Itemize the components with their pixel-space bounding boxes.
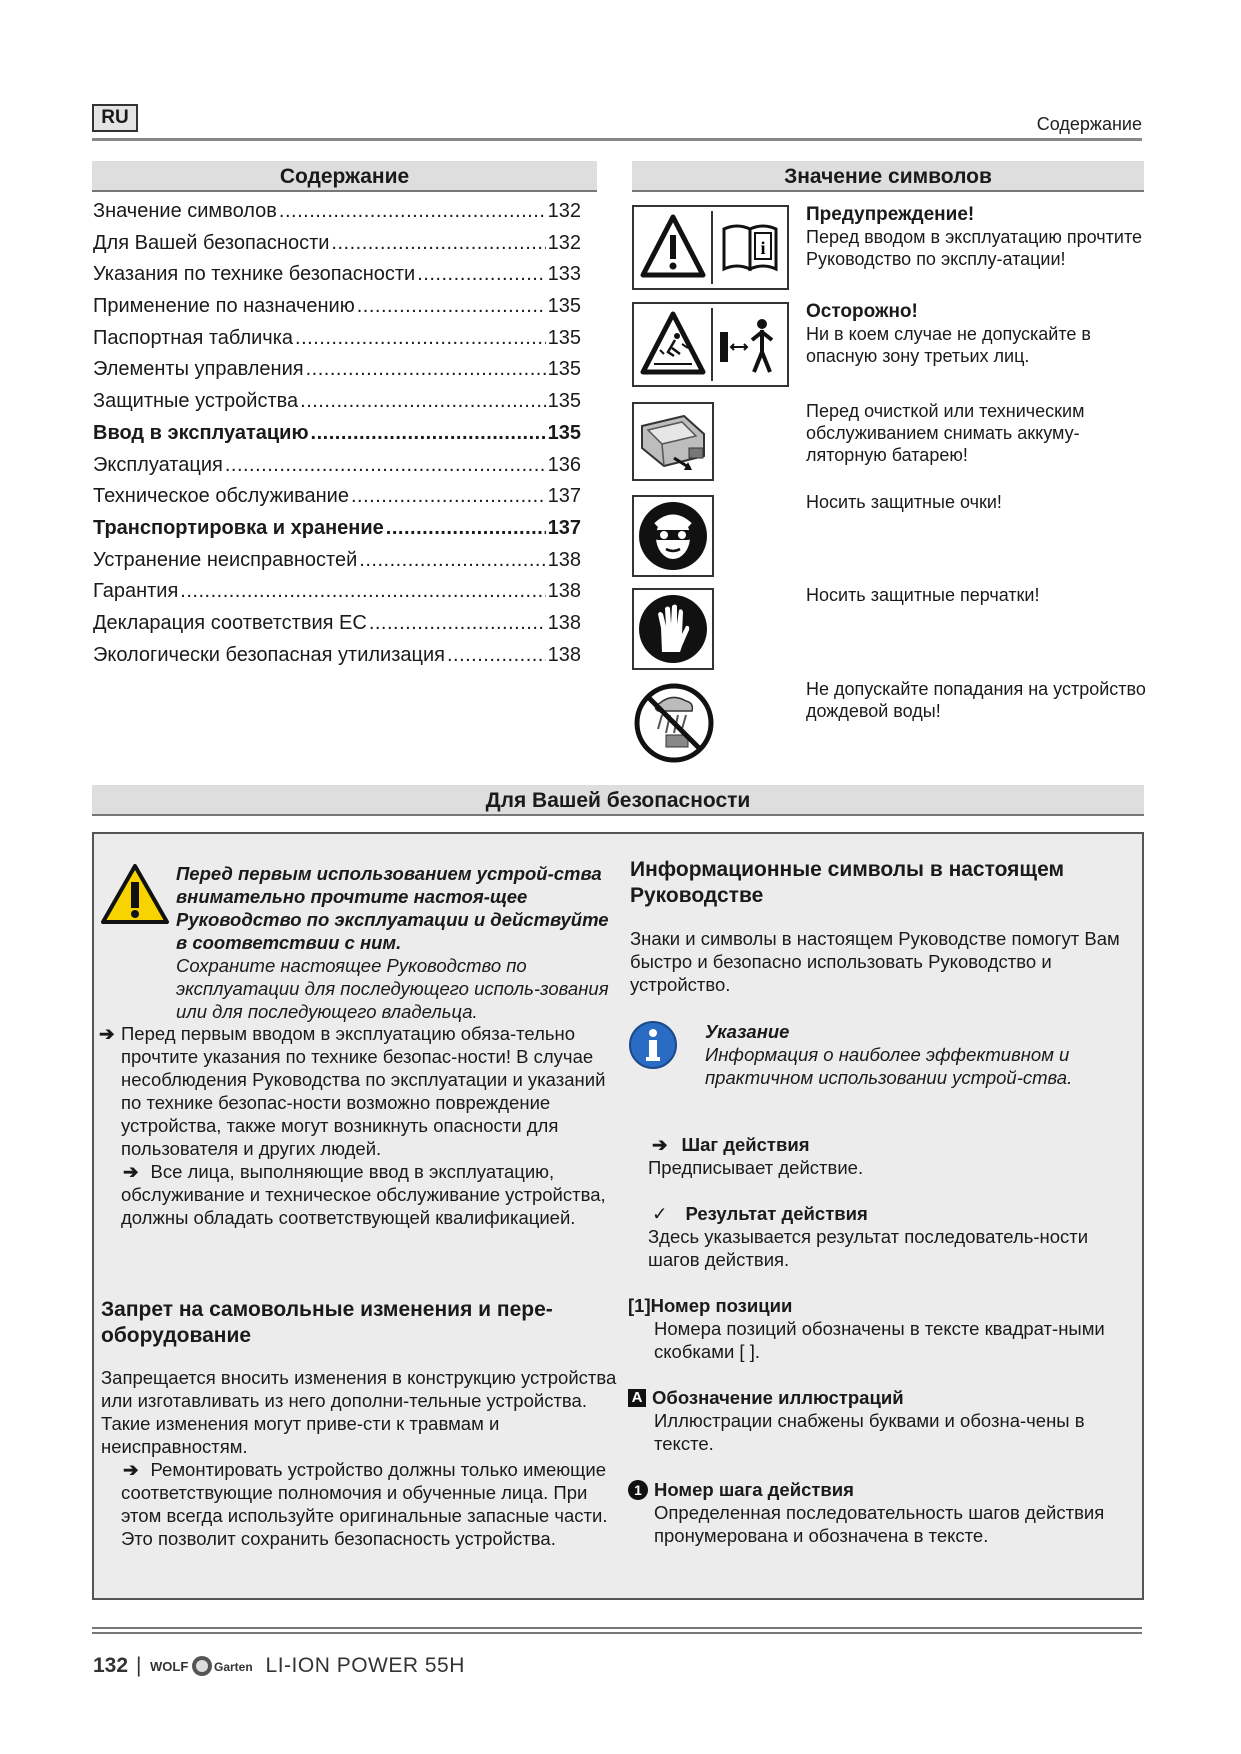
toc-leader-dots [357,295,546,318]
svg-text:WOLF: WOLF [149,1659,188,1674]
toc-entry-page: 136 [547,453,581,476]
svg-text:Garten: Garten [213,1660,253,1674]
toc-entry[interactable] [93,454,581,486]
toc-entry-label: Транспортировка и хранение [93,516,384,539]
toc-leader-dots [417,263,545,286]
toc-entry[interactable] [93,422,581,454]
toc-entry[interactable] [93,200,581,232]
toc-entry-page: 132 [547,231,581,254]
toc-entry-label: Паспортная табличка [93,326,294,349]
person-distance-icon [720,319,772,372]
footer-divider [92,1627,1142,1629]
toc-leader-dots [279,200,546,223]
toc-entry-label: Ввод в эксплуатацию [93,421,309,444]
toc-entry-label: Устранение неисправностей [93,548,358,571]
arrow-icon: ➔ [123,1161,139,1182]
symbol-description: Не допускайте попадания на устройство дождевой воды! [806,679,1146,721]
modification-paragraph: Запрещается вносить изменения в конструкцию устройства или изготавливать из него дополни-тельные устройства. Такие изменения могут приве-сти к травмам и неисправностям. ➔ Ремонтировать устройство должны только имеющие соответствующие полномочия и обученные лица. При этом всегда используйте оригинальные запасные части. Это позволит сохранить безопасность устройства. [101,1367,617,1549]
toc-entry-label: Техническое обслуживание [93,485,349,508]
read-manual-symbol [632,205,789,290]
toc-entry[interactable] [93,580,581,612]
toc-leader-dots [351,485,546,508]
toc-entry-label: Эксплуатация [93,453,223,476]
warning-icon [99,862,171,931]
symbol-description: Перед очисткой или техническим обслуживанием снимать аккуму-ляторную батарею! [806,401,1085,465]
arrow-icon: ➔ [99,1023,115,1044]
position-marker: [1] [628,1295,651,1316]
toc-entry[interactable] [93,612,581,644]
toc-entry-page: 138 [547,548,581,571]
toc-entry[interactable] [93,390,581,422]
toc-entry-page: 132 [547,200,581,222]
toc-entry-label: Для Вашей безопасности [93,231,330,254]
toc-entry-label: Применение по назначению [93,295,355,318]
toc-entry-page: 137 [547,516,581,539]
running-header: Содержание [1036,114,1142,134]
safety-paragraph: ➔ Перед первым вводом в эксплуатацию обяза-тельно прочтите указания по технике безопас-ности! В случае несоблюдения Руководства по эксплуатации и указаний по технике безопас-ности возможно повреждение устройства, также могут возникнуть опасности для пользователя и других людей. ➔ Все лица, выполняющие ввод в эксплуатацию, обслуживание и техническое обслуживание устройства, должны обладать соответствующей квалификацией. [99,1023,606,1228]
symbol-description: Носить защитные перчатки! [806,585,1040,605]
flying-debris-warning-icon [643,314,703,372]
toc-entry[interactable] [93,485,581,517]
toc-entry[interactable] [93,263,581,295]
toc-entry-page: 138 [547,611,581,634]
illustration-letter-icon: A [628,1389,646,1407]
toc-title: Содержание [92,161,597,192]
symbol-description: Осторожно! Ни в коем случае не допускайте в опасную зону третьих лиц. [806,301,1091,366]
warning-bold-text: Перед первым использованием устрой-ства внимательно прочтите настоя-щее Руководство по эксплуатации и действуйте в соответствии с ним. [176,863,609,953]
toc-leader-dots [180,580,545,603]
wear-goggles-symbol [632,495,714,577]
info-icon [628,1020,678,1075]
safety-goggles-icon [634,497,712,575]
wear-gloves-symbol [632,588,714,670]
info-symbols-heading: Информационные символы в настоящем Руководстве [630,858,1065,907]
position-number-block: [1]Номер позиции Номера позиций обозначены в тексте квадрат-ными скобками [ ]. [628,1295,1105,1362]
toc-entry[interactable] [93,358,581,390]
toc-entry-page: 138 [547,643,581,666]
toc-leader-dots [359,549,545,572]
step-number-block: 1 Номер шага действия Определенная последовательность шагов действия пронумерована и обозначена в тексте. [628,1478,1138,1547]
protective-gloves-icon [634,590,712,668]
toc-leader-dots [300,390,545,413]
toc-entry-page: 137 [547,485,581,508]
safety-title: Для Вашей безопасности [92,785,1144,816]
toc-entry-label: Элементы управления [93,358,304,381]
toc-entry-page: 133 [547,263,581,286]
footer-divider [92,1632,1142,1634]
toc-entry[interactable] [93,295,581,327]
product-name: LI-ION POWER 55H [265,1654,465,1677]
keep-distance-symbol [632,302,789,387]
toc-entry-label: Декларация соответствия ЕС [93,611,367,634]
warning-italic-text: Сохраните настоящее Руководство по эксплуатации для последующего исполь-зования или для последующего владельца. [176,955,609,1022]
svg-text:i: i [760,238,766,258]
symbol-description: Носить защитные очки! [806,492,1002,512]
symbol-description: Предупреждение! Перед вводом в эксплуатацию прочтите Руководство по эксплу-атации! [806,204,1143,269]
note-block: Указание Информация о наиболее эффективном и практичном использовании устрой-ства. [705,1021,1073,1088]
header-divider [92,138,1142,141]
page-number: 132 [93,1654,129,1677]
toc-entry-page: 135 [547,358,581,381]
toc-leader-dots [369,612,546,635]
toc-entry-label: Значение символов [93,200,277,222]
no-rain-icon [632,681,716,765]
table-of-contents [93,200,581,675]
toc-entry[interactable] [93,232,581,264]
toc-entry-page: 135 [547,295,581,318]
toc-entry-label: Защитные устройства [93,390,299,413]
toc-entry[interactable] [93,644,581,676]
toc-entry-page: 135 [547,390,581,413]
footer [93,1654,465,1678]
step-block: ➔ Шаг действия Предписывает действие. [648,1134,864,1178]
manual-book-icon [724,226,776,269]
arrow-icon: ➔ [123,1459,139,1480]
checkmark-icon: ✓ [652,1203,668,1224]
toc-entry-page: 138 [547,580,581,603]
warning-triangle-icon [643,217,703,275]
toc-leader-dots [225,454,546,477]
toc-entry[interactable] [93,327,581,359]
battery-removal-icon [634,404,712,479]
toc-leader-dots [311,422,546,445]
language-badge: RU [92,104,138,132]
info-symbols-text: Знаки и символы в настоящем Руководстве помогут Вам быстро и безопасно использовать Руководство и устройство. [630,928,1120,995]
footer-separator: | [136,1654,142,1677]
toc-entry[interactable] [93,549,581,581]
toc-entry-label: Гарантия [93,580,179,603]
no-rain-symbol [632,681,716,765]
remove-battery-symbol [632,402,714,481]
toc-leader-dots [386,517,546,540]
wolf-garten-logo [150,1654,258,1678]
toc-entry-label: Указания по технике безопасности [93,263,416,286]
toc-entry-label: Экологически безопасная утилизация [93,643,445,666]
toc-leader-dots [331,232,545,255]
arrow-icon: ➔ [652,1134,668,1155]
warning-text [176,862,616,1023]
toc-leader-dots [306,358,546,381]
toc-entry-page: 135 [547,421,581,444]
step-number-icon: 1 [628,1480,648,1500]
illustration-block: A Обозначение иллюстраций Иллюстрации снабжены буквами и обозна-чены в тексте. [628,1386,1138,1455]
toc-entry-page: 135 [547,326,581,349]
toc-entry[interactable] [93,517,581,549]
modification-heading: Запрет на самовольные изменения и пере-оборудование [101,1298,553,1347]
symbols-title: Значение символов [632,161,1144,192]
toc-leader-dots [447,644,546,667]
toc-leader-dots [295,327,546,350]
result-block: ✓ Результат действия Здесь указывается результат последователь-ности шагов действия. [648,1203,1089,1270]
